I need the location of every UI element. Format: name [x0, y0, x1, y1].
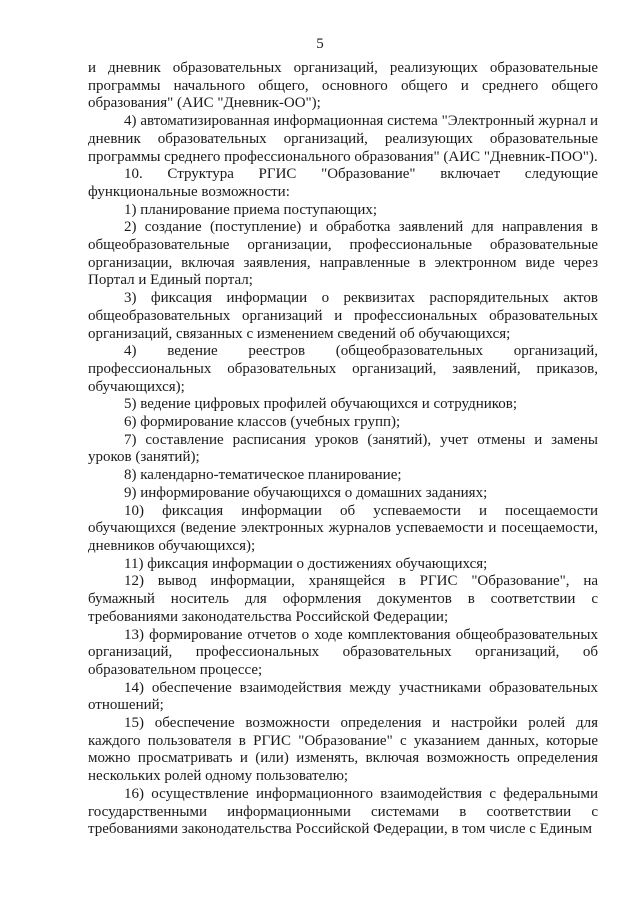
list-item-6: 6) формирование классов (учебных групп); [124, 414, 401, 431]
list-item-15: 15) обеспечение возможности определения и настройки ролей для каждого пользователя в РГИС "Образование" с указанием данных, которые можно просматривать и (или) изменять, включая возможность определения нескольких ролей одному пользователю; [88, 715, 598, 785]
list-item-2: 2) создание (поступление) и обработка заявлений для направления в общеобразовательные организации, профессиональные образовательные организации, включая заявления, направленные в электронном виде через Портал и Единый портал; [88, 219, 598, 289]
document-body [88, 60, 598, 839]
paragraph-item-4-ais-dnevnik-poo: 4) автоматизированная информационная система "Электронный журнал и дневник образовательных организаций, реализующих образовательные программы среднего профессионального образования" (АИС "Дневник-ПОО"). [88, 113, 598, 165]
list-item-9: 9) информирование обучающихся о домашних заданиях; [124, 484, 488, 501]
list-item-11: 11) фиксация информации о достижениях обучающихся; [124, 555, 488, 572]
list-item-12: 12) вывод информации, хранящейся в РГИС "Образование", на бумажный носитель для оформления документов в соответствии с требованиями законодательства Российской Федерации; [88, 573, 598, 625]
page-number: 5 [316, 36, 324, 52]
list-item-3: 3) фиксация информации о реквизитах распорядительных актов общеобразовательных организаций и профессиональных образовательных организаций, связанных с изменением сведений об обучающихся; [88, 290, 598, 342]
list-item-16: 16) осуществление информационного взаимодействия с федеральными государственными информационными системами в соответствии с требованиями законодательства Российской Федерации, в том числе с Единым [88, 785, 598, 838]
list-item-8: 8) календарно-тематическое планирование; [124, 467, 402, 484]
list-item-5: 5) ведение цифровых профилей обучающихся и сотрудников; [124, 396, 518, 413]
paragraph-section-10-heading: 10. Структура РГИС "Образование" включает следующие функциональные возможности: [88, 166, 598, 200]
list-item-10: 10) фиксация информации об успеваемости и посещаемости обучающихся (ведение электронных журналов успеваемости и посещаемости, дневников обучающихся); [88, 502, 598, 554]
list-item-14: 14) обеспечение взаимодействия между участниками образовательных отношений; [88, 679, 598, 714]
paragraph-continuation: и дневник образовательных организаций, реализующих образовательные программы начального общего, основного общего и среднего общего образования" (АИС "Дневник-ОО"); [88, 60, 598, 112]
list-item-1: 1) планирование приема поступающих; [124, 201, 378, 218]
list-item-4: 4) ведение реестров (общеобразовательных организаций, профессиональных образовательных организаций, заявлений, приказов, обучающихся); [88, 343, 598, 395]
list-item-7: 7) составление расписания уроков (занятий), учет отмены и замены уроков (занятий); [88, 431, 598, 466]
list-item-13: 13) формирование отчетов о ходе комплектования общеобразовательных организаций, профессиональных образовательных организаций, об образовательном процессе; [88, 626, 598, 678]
